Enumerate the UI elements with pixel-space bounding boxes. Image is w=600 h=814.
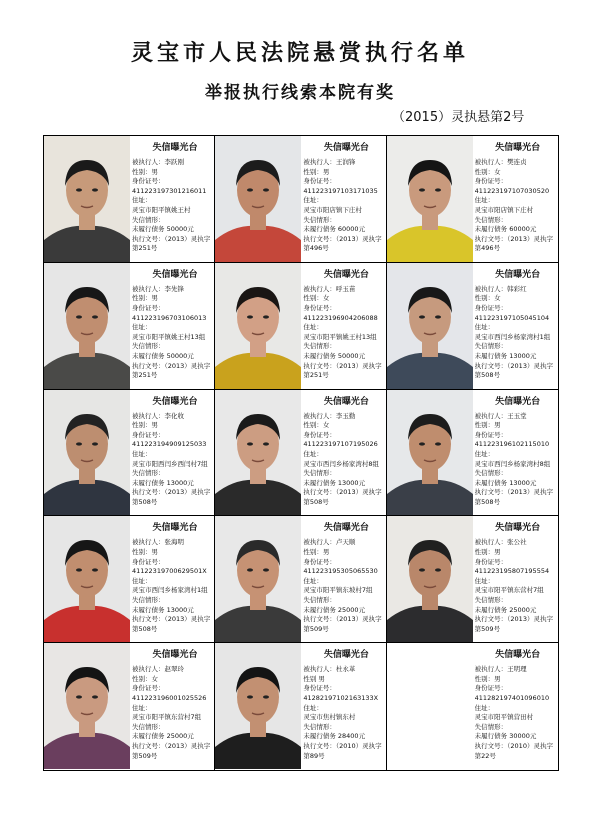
- case-number: 执行文号：（2013）灵执字第251号: [132, 234, 211, 253]
- address-label: 住址：: [303, 703, 323, 712]
- person-photo: [44, 263, 130, 389]
- address: 灵宝市阳平镇营田村: [474, 713, 534, 722]
- id-label: 身份证号：: [474, 430, 508, 439]
- person-info: [132, 285, 215, 381]
- address: 灵宝市阳平镇姚王村13组: [132, 332, 206, 341]
- id-label: 身份证号：: [132, 430, 165, 439]
- address-label: 住址：: [132, 703, 152, 712]
- debt-amount: 未履行债务 25000元: [303, 605, 366, 614]
- status-label: 失信情形：: [303, 342, 336, 351]
- person-card: [387, 390, 558, 517]
- id-number: 411223197301216011: [132, 186, 207, 195]
- id-label: 身份证号：: [474, 557, 508, 566]
- address-label: 住址：: [132, 449, 152, 458]
- address-label: 住址：: [474, 323, 495, 332]
- person-name: 被执行人：张海明: [132, 538, 184, 547]
- person-card: [44, 516, 215, 643]
- person-card: [44, 136, 215, 263]
- person-photo: [387, 390, 473, 516]
- card-title: 失信曝光台: [152, 523, 198, 534]
- person-info: [132, 538, 215, 634]
- case-number: 执行文号：（2013）灵执字第508号: [132, 488, 211, 506]
- id-label: 身份证号：: [303, 303, 336, 312]
- debt-amount: 未履行债务 28400元: [303, 732, 366, 741]
- status-label: 失信情形：: [132, 342, 165, 351]
- id-number: 411223196001025526: [132, 693, 207, 702]
- case-number: 执行文号：（2013）灵执字第509号: [303, 615, 382, 633]
- person-info: [475, 538, 558, 634]
- address: 灵宝市阳平镇姚王村13组: [303, 332, 377, 341]
- person-card: [215, 516, 386, 643]
- address: 灵宝市西闫乡杨家湾村8组: [474, 459, 551, 468]
- id-label: 身份证号：: [132, 557, 165, 566]
- person-photo: [215, 516, 301, 642]
- case-number: 执行文号：（2013）灵执字第509号: [132, 741, 211, 760]
- person-info: [303, 285, 386, 381]
- id-label: 身份证号：: [474, 303, 508, 312]
- person-info: [303, 538, 386, 634]
- status-label: 失信情形：: [474, 342, 508, 351]
- person-info: [475, 285, 558, 381]
- id-number: 411223197103171035: [303, 186, 378, 195]
- person-name: 被执行人：李跃刚: [132, 158, 184, 166]
- person-photo: [44, 390, 130, 516]
- person-photo: [215, 643, 301, 769]
- address: 灵宝市阳平镇东营村7组: [474, 586, 544, 595]
- address-label: 住址：: [303, 576, 323, 585]
- person-name: 被执行人：张公社: [474, 538, 527, 547]
- id-label: 身份证号：: [132, 303, 165, 312]
- id-number: 411282197401096010: [474, 693, 550, 702]
- id-number: 411223197107030520: [474, 186, 550, 195]
- id-number: 411223194909125033: [132, 440, 207, 449]
- id-label: 身份证号：: [303, 430, 336, 439]
- person-card: [387, 516, 558, 643]
- person-gender: 性别：女: [132, 674, 158, 683]
- person-photo: [44, 136, 130, 262]
- status-label: 失信情形：: [474, 215, 508, 224]
- id-number: 411223196904206088: [303, 313, 378, 322]
- person-card: [44, 263, 215, 390]
- card-title: 失信曝光台: [152, 143, 198, 153]
- case-number: 执行文号：（2013）灵执字第508号: [303, 488, 382, 506]
- case-number: 执行文号：（2010）灵执字第89号: [303, 741, 382, 760]
- person-name: 被执行人：李化收: [132, 411, 184, 420]
- person-info: [303, 665, 386, 761]
- address-label: 住址：: [474, 449, 495, 458]
- person-gender: 性别：男: [474, 421, 501, 430]
- case-number: 执行文号：（2013）灵执字第251号: [132, 361, 211, 380]
- id-label: 身份证号：: [303, 684, 336, 693]
- person-photo: [215, 136, 301, 262]
- debt-amount: 未履行债务 50000元: [132, 351, 194, 360]
- person-name: 被执行人：杜永革: [303, 665, 356, 674]
- person-photo: [215, 390, 301, 516]
- status-label: 失信情形：: [132, 722, 165, 731]
- case-number: 执行文号：（2013）灵执字第508号: [132, 615, 211, 633]
- case-number: 执行文号：（2013）灵执字第509号: [474, 615, 553, 633]
- card-title: 失信曝光台: [323, 650, 369, 661]
- person-gender: 性别：男: [303, 547, 330, 556]
- person-info: [132, 412, 215, 508]
- person-gender: 性别：男: [474, 547, 501, 556]
- person-gender: 性别 男: [303, 674, 325, 683]
- id-label: 身份证号：: [303, 177, 336, 186]
- person-info: [303, 158, 386, 254]
- card-title: 失信曝光台: [323, 269, 369, 280]
- debt-amount: 未履行债务 25000元: [132, 732, 194, 741]
- id-number: 411223197105045104: [474, 313, 550, 322]
- debt-amount: 未履行债务 25000元: [474, 605, 537, 614]
- address: 灵宝市阳西闫乡西闫村7组: [132, 459, 208, 468]
- person-gender: 性别：男: [132, 294, 158, 303]
- address: 灵宝市阳平镇东营村7组: [132, 713, 202, 722]
- person-name: 被执行人：呼玉苗: [303, 284, 356, 293]
- address-label: 住址：: [474, 196, 495, 205]
- person-card: [387, 263, 558, 390]
- case-number: 执行文号：（2013）灵执字第496号: [474, 234, 553, 253]
- person-name: 被执行人：赵翠玲: [132, 665, 184, 674]
- address-label: 住址：: [303, 449, 323, 458]
- person-photo: [215, 263, 301, 389]
- person-gender: 性别：男: [132, 167, 158, 176]
- person-photo: [44, 516, 130, 642]
- case-number: 执行文号：（2013）灵执字第496号: [303, 234, 382, 253]
- debt-amount: 未履行债务 60000元: [474, 225, 537, 234]
- address: 灵宝市西闫乡杨家湾村8组: [303, 459, 379, 468]
- person-gender: 性别：男: [132, 547, 158, 556]
- id-label: 身份证号：: [132, 684, 165, 693]
- case-number: 执行文号：（2010）灵执字第22号: [474, 741, 553, 760]
- status-label: 失信情形：: [132, 469, 165, 478]
- document-number: （2015）灵执悬第2号: [392, 110, 525, 125]
- person-card: [44, 643, 215, 770]
- id-number: 411223197107195026: [303, 440, 378, 449]
- person-photo: [387, 263, 473, 389]
- person-name: 被执行人：王玉堂: [474, 411, 527, 420]
- card-title: 失信曝光台: [323, 523, 369, 534]
- address: 灵宝市阳平镇姚王村: [132, 205, 191, 214]
- address: 灵宝市焦村镇东村: [303, 713, 356, 722]
- debt-amount: 未履行债务 13000元: [132, 605, 194, 614]
- address-label: 住址：: [303, 196, 323, 205]
- person-info: [132, 158, 215, 254]
- person-gender: 性别：女: [303, 421, 330, 430]
- person-card: [215, 390, 386, 517]
- person-card: [387, 643, 558, 770]
- id-label: 身份证号：: [474, 177, 508, 186]
- person-name: 被执行人：樊连贞: [474, 158, 527, 166]
- id-number: 411223196102115010: [474, 440, 550, 449]
- case-number: 执行文号：（2013）灵执字第251号: [303, 361, 382, 380]
- person-card: [44, 390, 215, 517]
- person-card: [215, 136, 386, 263]
- debt-amount: 未履行债务 13000元: [303, 478, 366, 487]
- id-label: 身份证号：: [474, 684, 508, 693]
- debt-amount: 未履行债务 13000元: [474, 351, 537, 360]
- person-gender: 性别：男: [303, 167, 330, 176]
- person-gender: 性别：女: [474, 167, 501, 176]
- case-number: 执行文号：（2013）灵执字第508号: [474, 361, 553, 380]
- card-title: 失信曝光台: [323, 143, 369, 153]
- person-card: [215, 263, 386, 390]
- address: 灵宝市阳店镇下庄村: [303, 205, 362, 214]
- person-name: 被执行人：韩彩红: [474, 284, 527, 293]
- person-photo: [387, 136, 473, 262]
- person-name: 被执行人：李玉勤: [303, 411, 356, 420]
- address-label: 住址：: [132, 196, 152, 205]
- person-info: [132, 665, 215, 761]
- address: 灵宝市西闫乡杨家湾村1组: [474, 332, 551, 341]
- status-label: 失信情形：: [474, 469, 508, 478]
- address: 灵宝市西闫乡杨家湾村1组: [132, 586, 208, 595]
- status-label: 失信情形：: [132, 215, 165, 224]
- card-title: 失信曝光台: [495, 523, 541, 534]
- page-title: 灵宝市人民法院悬赏执行名单: [130, 40, 469, 66]
- debt-amount: 未履行债务 13000元: [132, 478, 194, 487]
- card-title: 失信曝光台: [323, 396, 369, 407]
- person-gender: 性别：男: [474, 674, 501, 683]
- card-title: 失信曝光台: [495, 269, 541, 280]
- person-photo: [44, 643, 130, 769]
- person-photo: [387, 516, 473, 642]
- address: 灵宝市阳平镇东坡村7组: [303, 586, 373, 595]
- id-number: 41122319700629501X: [132, 567, 207, 576]
- id-number: 411223195305065530: [303, 567, 378, 576]
- person-info: [475, 665, 558, 761]
- address-label: 住址：: [132, 576, 152, 585]
- card-title: 失信曝光台: [495, 143, 541, 153]
- card-title: 失信曝光台: [495, 396, 541, 407]
- person-info: [303, 412, 386, 508]
- person-card: [387, 136, 558, 263]
- status-label: 失信情形：: [303, 595, 336, 604]
- person-gender: 性别：男: [132, 421, 158, 430]
- card-title: 失信曝光台: [152, 396, 198, 407]
- person-name: 被执行人：王润锋: [303, 158, 356, 166]
- debt-amount: 未履行债务 50000元: [132, 225, 194, 234]
- person-card: [215, 643, 386, 770]
- status-label: 失信情形：: [132, 595, 165, 604]
- card-title: 失信曝光台: [152, 650, 198, 661]
- debt-amount: 未履行债务 60000元: [303, 225, 366, 234]
- status-label: 失信情形：: [303, 215, 336, 224]
- address-label: 住址：: [303, 323, 323, 332]
- status-label: 失信情形：: [303, 469, 336, 478]
- address-label: 住址：: [474, 576, 495, 585]
- address: 灵宝市阳店镇下庄村: [474, 205, 534, 214]
- id-number: 411223195807195554: [474, 567, 550, 576]
- id-number: 41282197102163133X: [303, 693, 379, 702]
- address-label: 住址：: [132, 323, 152, 332]
- person-info: [475, 412, 558, 508]
- status-label: 失信情形：: [303, 722, 336, 731]
- wanted-list-grid: [43, 135, 559, 771]
- case-number: 执行文号：（2013）灵执字第508号: [474, 488, 553, 506]
- id-number: 411223196703106013: [132, 313, 207, 322]
- person-name: 被执行人：李先锋: [132, 284, 184, 293]
- card-title: 失信曝光台: [152, 269, 198, 280]
- id-label: 身份证号：: [132, 177, 165, 186]
- page-subtitle: 举报执行线索本院有奖: [205, 83, 395, 103]
- person-gender: 性别：女: [474, 294, 501, 303]
- person-name: 被执行人：王明理: [474, 665, 527, 674]
- status-label: 失信情形：: [474, 595, 508, 604]
- debt-amount: 未履行债务 13000元: [474, 478, 537, 487]
- address-label: 住址：: [474, 703, 495, 712]
- debt-amount: 未履行债务 50000元: [303, 351, 366, 360]
- card-title: 失信曝光台: [495, 650, 541, 661]
- id-label: 身份证号：: [303, 557, 336, 566]
- person-name: 被执行人：卢天顺: [303, 538, 356, 547]
- debt-amount: 未履行债务 30000元: [474, 732, 537, 741]
- status-label: 失信情形：: [474, 722, 508, 731]
- person-info: [475, 158, 558, 254]
- person-gender: 性别：女: [303, 294, 330, 303]
